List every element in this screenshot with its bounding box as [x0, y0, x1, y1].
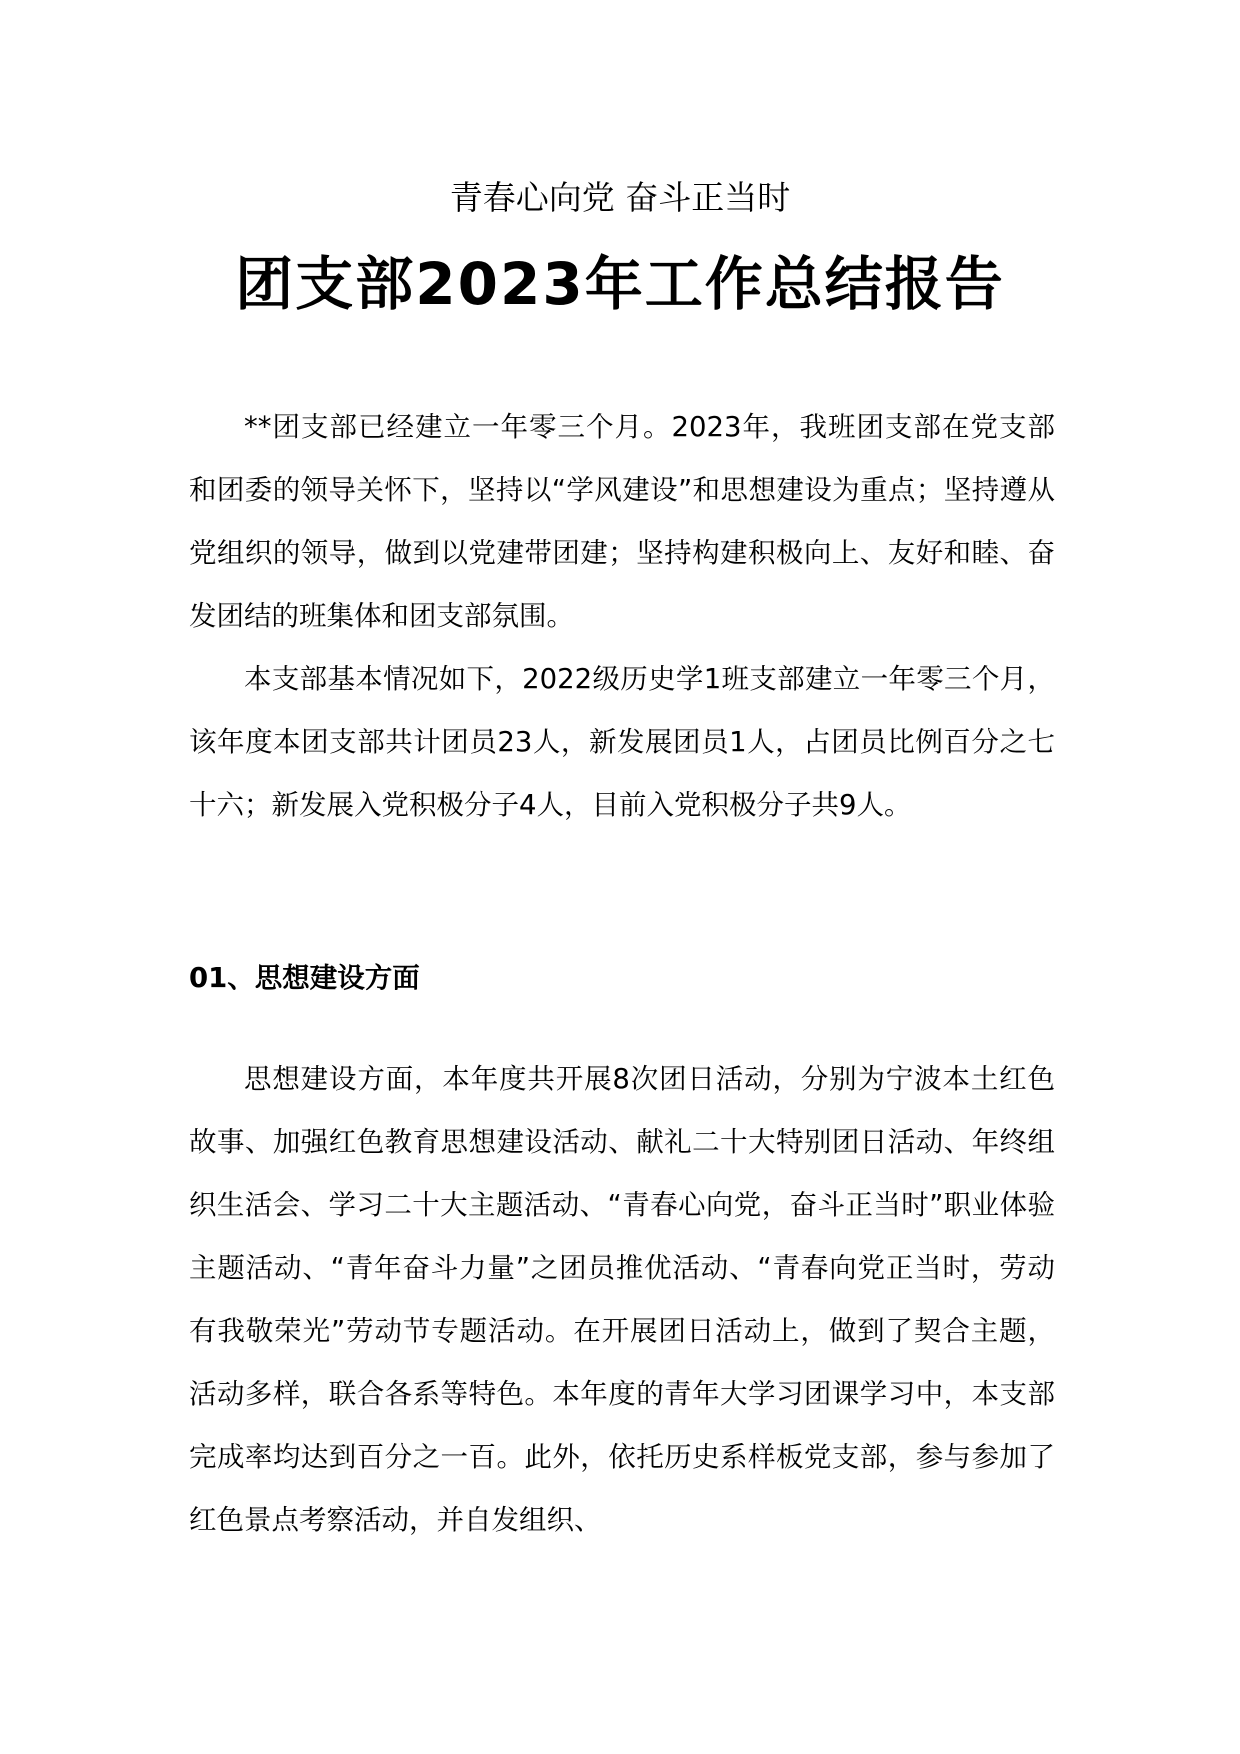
ideology-paragraph: 思想建设方面，本年度共开展8次团日活动，分别为宁波本土红色故事、加强红色教育思想建设活动、献礼二十大特别团日活动、年终组织生活会、学习二十大主题活动、“青春心向党，奋斗正当时”职业体验主题活动、“青年奋斗力量”之团员推优活动、“青春向党正当时，劳动有我敬荣光”劳动节专题活动。在开展团日活动上，做到了契合主题，活动多样，联合各系等特色。本年度的青年大学习团课学习中，本支部完成率均达到百分之一百。此外，依托历史系样板党支部，参与参加了红色景点考察活动，并自发组织、	[189, 1063, 1055, 1536]
document-subtitle: 青春心向党 奋斗正当时	[449, 178, 791, 217]
document-title: 团支部2023年工作总结报告	[235, 250, 1005, 318]
section-heading-ideology: 01、思想建设方面	[189, 962, 420, 994]
intro-paragraph: **团支部已经建立一年零三个月。2023年，我班团支部在党支部和团委的领导关怀下，坚持以“学风建设”和思想建设为重点；坚持遵从党组织的领导，做到以党建带团建；坚持构建积极向上、友好和睦、奋发团结的班集体和团支部氛围。	[189, 411, 1055, 632]
basic-situation-paragraph: 本支部基本情况如下，2022级历史学1班支部建立一年零三个月，该年度本团支部共计团员23人，新发展团员1人，占团员比例百分之七十六；新发展入党积极分子4人，目前入党积极分子共9人。	[189, 663, 1055, 821]
